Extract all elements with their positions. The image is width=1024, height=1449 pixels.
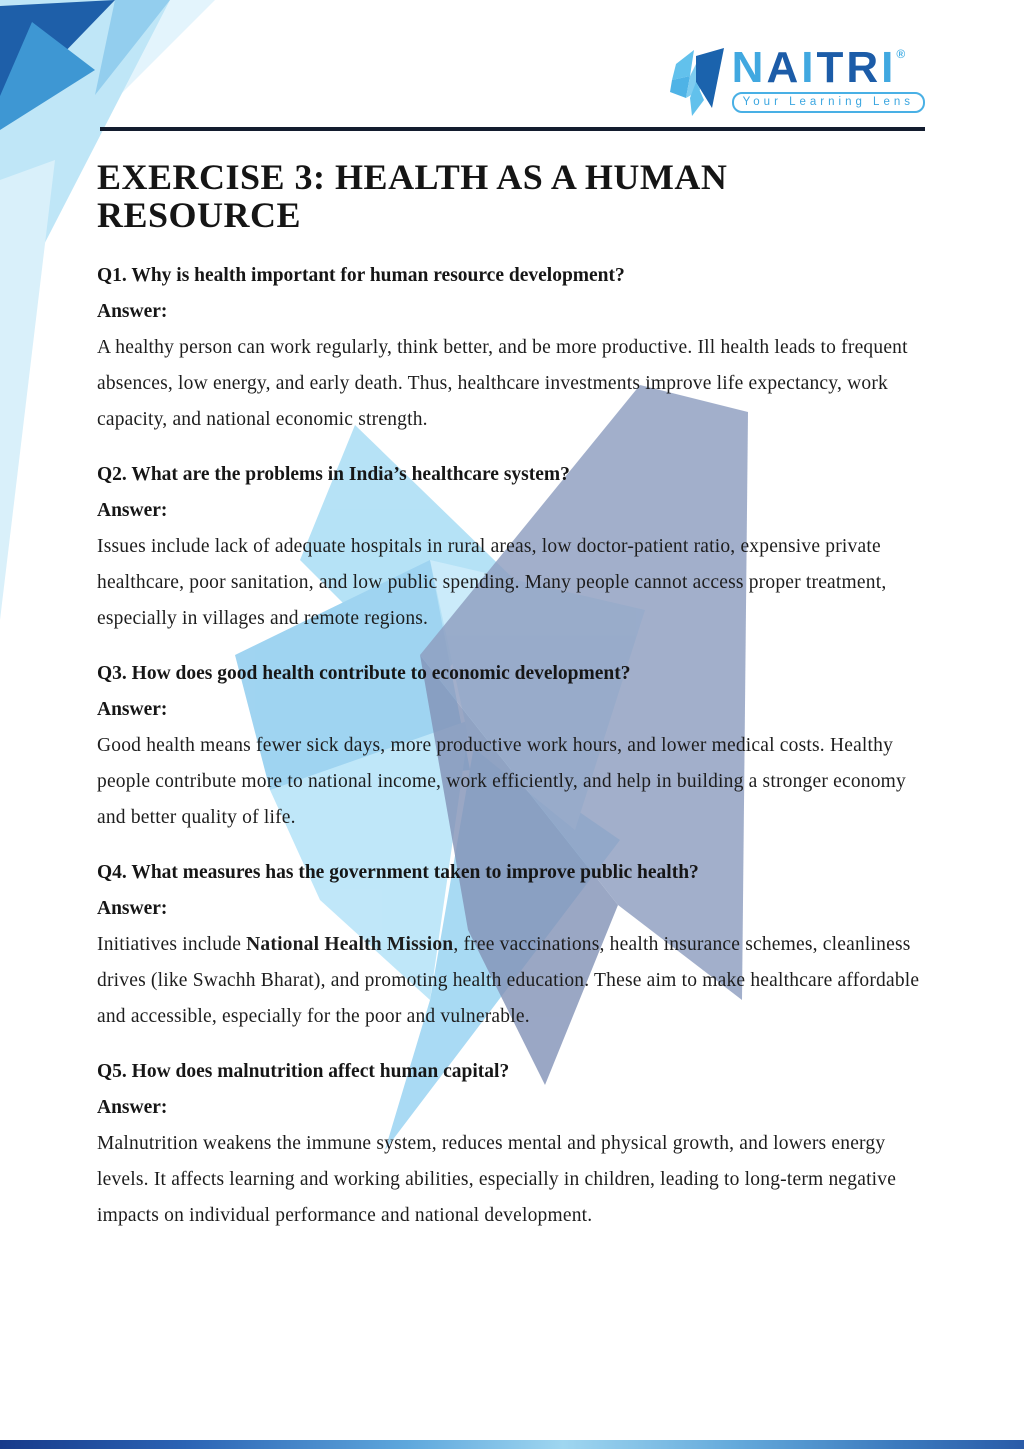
document-content: [97, 0, 928, 1234]
answer-label: Answer:: [97, 500, 168, 521]
answer-text: A healthy person can work regularly, think better, and be more productive. Ill health leads to frequent absences, low energy, and early death. Thus, healthcare investments improve life expectancy, work capacity, and national economic strength.: [97, 337, 908, 430]
qa-block: [97, 457, 928, 637]
answer-text: Issues include lack of adequate hospitals in rural areas, low doctor-patient ratio, expensive private healthcare, poor sanitation, and low public spending. Many people cannot access proper treatment, especially in villages and remote regions.: [97, 536, 887, 629]
answer-label: Answer:: [97, 699, 168, 720]
brand-tagline: Your Learning Lens: [732, 92, 925, 113]
answer-text: Malnutrition weakens the immune system, reduces mental and physical growth, and lowers energy levels. It affects learning and working abilities, especially in children, leading to long-term negative impacts on individual performance and national development.: [97, 1133, 897, 1226]
question-heading: Q2. What are the problems in India’s healthcare system?: [97, 464, 570, 485]
logo-origami-icon: [668, 46, 726, 123]
answer-label: Answer:: [97, 898, 168, 919]
header-divider-rule: [100, 127, 925, 131]
answer-label: Answer:: [97, 301, 168, 322]
footer-gradient-bar: [0, 1440, 1024, 1449]
naitri-logo: [668, 43, 925, 123]
qa-block: [97, 656, 928, 836]
brand-letter: N: [731, 43, 767, 92]
brand-letter: I: [881, 43, 897, 92]
brand-letter: T: [816, 43, 847, 92]
qa-block: [97, 1054, 928, 1234]
answer-text: Good health means fewer sick days, more productive work hours, and lower medical costs. Healthy people contribute more to national income, work efficiently, and help in building a stronger economy and better quality of life.: [97, 735, 906, 828]
qa-list: [97, 258, 928, 1234]
answer-text: Initiatives include National Health Mission, free vaccinations, health insurance schemes, cleanliness drives (like Swachh Bharat), and promoting health education. These aim to make healthcare affordable and accessible, especially for the poor and vulnerable.: [97, 934, 920, 1027]
brand-letter: A: [766, 43, 802, 92]
answer-label: Answer:: [97, 1097, 168, 1118]
question-heading: Q4. What measures has the government taken to improve public health?: [97, 862, 699, 883]
registered-mark: ®: [896, 47, 906, 61]
question-heading: Q3. How does good health contribute to economic development?: [97, 663, 631, 684]
qa-block: [97, 258, 928, 438]
question-heading: Q1. Why is health important for human resource development?: [97, 265, 625, 286]
question-heading: Q5. How does malnutrition affect human capital?: [97, 1061, 510, 1082]
brand-letter: R: [846, 43, 882, 92]
page-title: EXERCISE 3: HEALTH AS A HUMAN RESOURCE: [97, 157, 728, 235]
brand-letter: I: [801, 43, 817, 92]
brand-wordmark: [731, 43, 897, 92]
qa-block: [97, 855, 928, 1035]
